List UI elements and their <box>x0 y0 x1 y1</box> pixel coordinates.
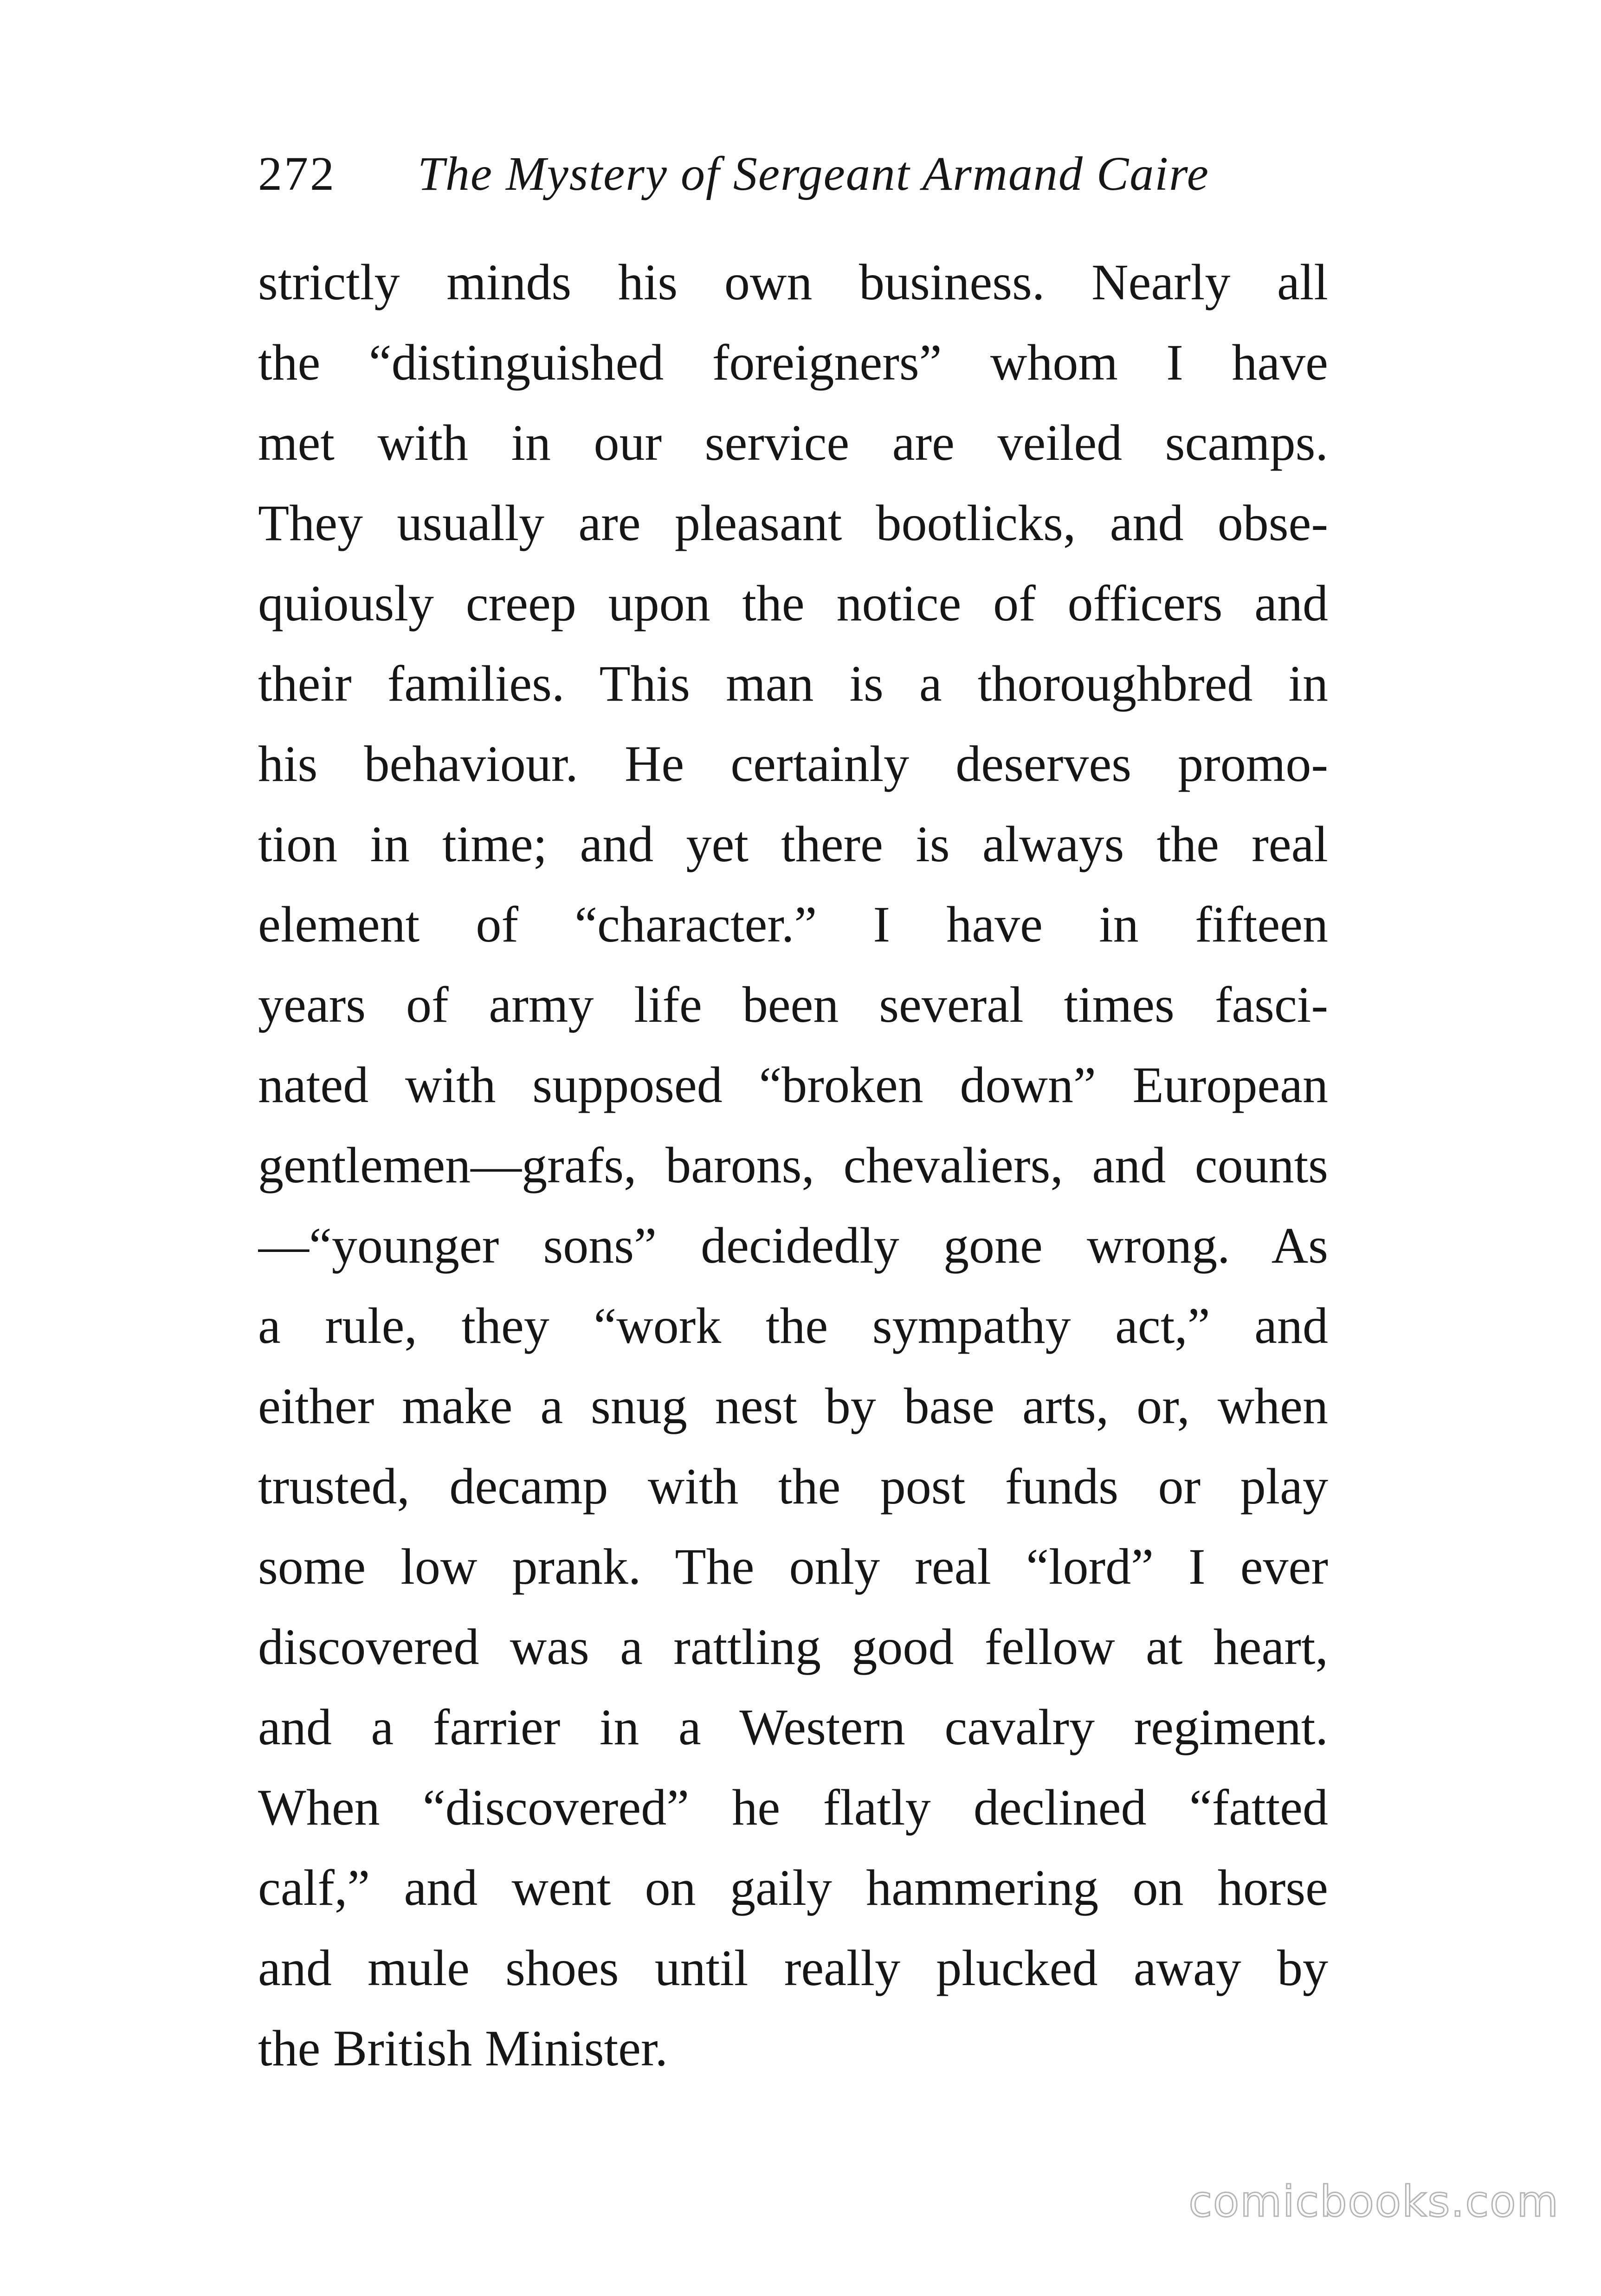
text-line: gentlemen—grafs, barons, chevaliers, and counts <box>258 1137 1328 1193</box>
text-line: either make a snug nest by base arts, or, when <box>258 1378 1328 1434</box>
text-line: They usually are pleasant bootlicks, and obse- <box>258 495 1328 551</box>
text-line: strictly minds his own business. Nearly all <box>258 254 1328 310</box>
text-line: his behaviour. He certainly deserves promo- <box>258 735 1328 792</box>
text-line: trusted, decamp with the post funds or play <box>258 1458 1328 1515</box>
running-title: The Mystery of Sergeant Armand Caire <box>418 147 1209 200</box>
text-line: and a farrier in a Western cavalry regiment. <box>258 1699 1328 1755</box>
text-line: the “distinguished foreigners” whom I have <box>258 334 1328 391</box>
text-line: —“younger sons” decidedly gone wrong. As <box>258 1217 1328 1274</box>
text-line: When “discovered” he flatly declined “fatted <box>258 1779 1328 1836</box>
text-line: and mule shoes until really plucked away by <box>258 1940 1328 1996</box>
text-line: calf,” and went on gaily hammering on horse <box>258 1859 1328 1916</box>
text-line: tion in time; and yet there is always the real <box>258 816 1328 872</box>
text-line: met with in our service are veiled scamps. <box>258 414 1328 471</box>
text-line: some low prank. The only real “lord” I ever <box>258 1538 1328 1595</box>
text-line: discovered was a rattling good fellow at heart, <box>258 1619 1328 1675</box>
text-line: their families. This man is a thoroughbred in <box>258 655 1328 712</box>
text-line: quiously creep upon the notice of officers and <box>258 575 1328 632</box>
text-line: element of “character.” I have in fifteen <box>258 896 1328 953</box>
page-number: 272 <box>258 147 336 200</box>
text-line: the British Minister. <box>258 2020 668 2077</box>
text-line: years of army life been several times fasci- <box>258 976 1328 1033</box>
running-head <box>258 139 1325 209</box>
text-line: a rule, they “work the sympathy act,” and <box>258 1297 1328 1354</box>
text-line: nated with supposed “broken down” European <box>258 1057 1328 1113</box>
watermark: comicbooks.com <box>1188 2177 1559 2226</box>
body-text <box>258 242 1328 2089</box>
